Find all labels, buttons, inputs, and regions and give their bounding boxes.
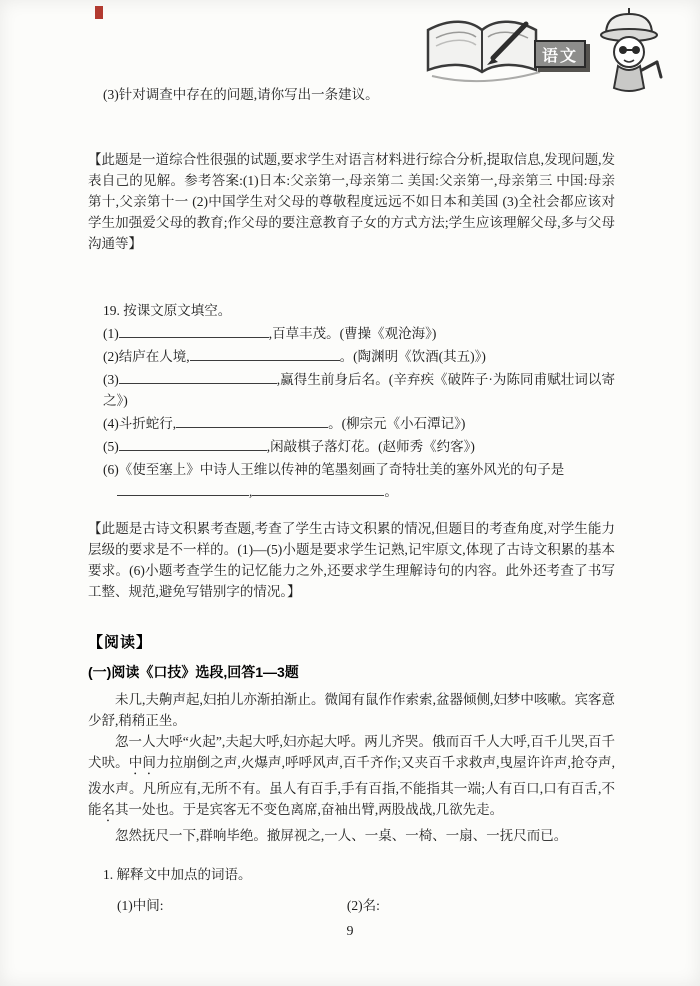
subject-badge-label: 语文 <box>541 47 578 65</box>
reading-section-header: 【阅读】 <box>88 634 153 651</box>
item-text: (3) <box>103 372 119 387</box>
item-source: ,百草丰茂。(曹操《观沧海》) <box>268 326 437 341</box>
item-text: 。 <box>384 484 398 499</box>
answer-blank <box>117 483 249 496</box>
passage-paragraph-2 <box>88 731 615 825</box>
emphasized-word-zhongjian: 中间 <box>128 755 156 770</box>
passage-paragraph-1: 未几,夫齁声起,妇拍儿亦渐拍渐止。微闻有鼠作作索索,盆器倾侧,妇梦中咳嗽。宾客意少舒,稍稍正坐。 <box>88 692 615 728</box>
fill-item-3 <box>88 369 615 411</box>
emphasized-word-ming: 名 <box>101 802 115 817</box>
question-1-sub-1: (1)中间: <box>117 898 164 913</box>
item-text: (4)斗折蛇行, <box>103 416 177 431</box>
answer-blank <box>190 348 340 361</box>
question-3: (3)针对调查中存在的问题,请你写出一条建议。 <box>103 87 379 102</box>
item-text: (1) <box>103 326 119 341</box>
analysis-note-1: 【此题是一道综合性很强的试题,要求学生对语言材料进行综合分析,提取信息,发现问题,发表自己的见解。参考答案:(1)日本:父亲第一,母亲第二 美国:父亲第一,母亲第三 中国:母亲第十,父亲第十一 (2)中国学生对父母的尊敬程度远远不如日本和美国 (3)全社会都应该对学生加强爱父母的教育;作父母的要注意教育子女的方式方法;学生应该理解父母,多与父母沟通等】 <box>88 152 615 251</box>
reading-passage <box>88 689 615 846</box>
question-1-subitems <box>88 895 615 916</box>
answer-blank <box>176 415 328 428</box>
answer-blank <box>119 325 269 338</box>
page-number: 9 <box>346 924 354 939</box>
fill-item-1 <box>88 323 615 344</box>
open-book-icon <box>418 10 548 90</box>
item-text: (6)《使至塞上》中诗人王维以传神的笔墨刻画了奇特壮美的塞外风光的句子是 <box>103 462 565 477</box>
question-1-sub-2: (2)名: <box>346 898 380 913</box>
item-text: (2)结庐在人境, <box>103 349 190 364</box>
item-text: , <box>249 484 253 499</box>
passage-text: 力拉崩倒之声,火爆声,呼呼风声,百千齐作;又夹百千求救声,曳屋许许声,抢夺声,泼水声。凡所应有,无所不有。虽人有百手,手有百指,不能指其一端;人有百口,口有百舌,不能 <box>88 755 616 817</box>
passage-text: 忽一人大呼“火起”,夫起大呼,妇亦起大呼。两儿齐哭。俄而百千人大呼,百千儿哭,百千犬吠。 <box>88 734 615 770</box>
question-1-title: 1. 解释文中加点的词语。 <box>103 867 252 882</box>
answer-blank <box>119 438 267 451</box>
passage-text: 其一处也。于是宾客无不变色离席,奋袖出臂,两股战战,几欲先走。 <box>115 802 504 817</box>
fill-item-6 <box>88 459 615 502</box>
item-source: ,赢得生前身后名。(辛弃疾《破阵子·为陈同甫赋壮词以寄之》) <box>103 372 615 408</box>
fill-item-6-answer-line <box>103 481 615 502</box>
reading-passage-title: (一)阅读《口技》选段,回答1—3题 <box>88 664 299 680</box>
answer-blank <box>119 371 277 384</box>
item-text: (5) <box>103 439 119 454</box>
passage-paragraph-3: 忽然抚尺一下,群响毕绝。撤屏视之,一人、一桌、一椅、一扇、一抚尺而已。 <box>115 828 568 843</box>
fill-item-4 <box>88 413 615 434</box>
fill-in-list <box>88 323 615 502</box>
answer-blank <box>252 483 384 496</box>
corner-mark <box>95 6 103 19</box>
fill-item-2 <box>88 346 615 367</box>
item-source: 。(柳宗元《小石潭记》) <box>328 416 466 431</box>
page-content <box>88 84 615 916</box>
item-source: 。(陶渊明《饮酒(其五)》) <box>339 349 486 364</box>
fill-item-5 <box>88 436 615 457</box>
analysis-note-2: 【此题是古诗文积累考查题,考查了学生古诗文积累的情况,但题目的考查角度,对学生能力层级的要求是不一样的。(1)—(5)小题是要求学生记熟,记牢原文,体现了古诗文积累的基本要求。(6)小题考查学生的记忆能力之外,还要求学生理解诗句的内容。此外还考查了书写工整、规范,避免写错别字的情况。】 <box>88 521 615 599</box>
subject-badge <box>534 40 586 68</box>
item-source: ,闲敲棋子落灯花。(赵师秀《约客》) <box>266 439 475 454</box>
question-19-title: 19. 按课文原文填空。 <box>103 303 232 318</box>
